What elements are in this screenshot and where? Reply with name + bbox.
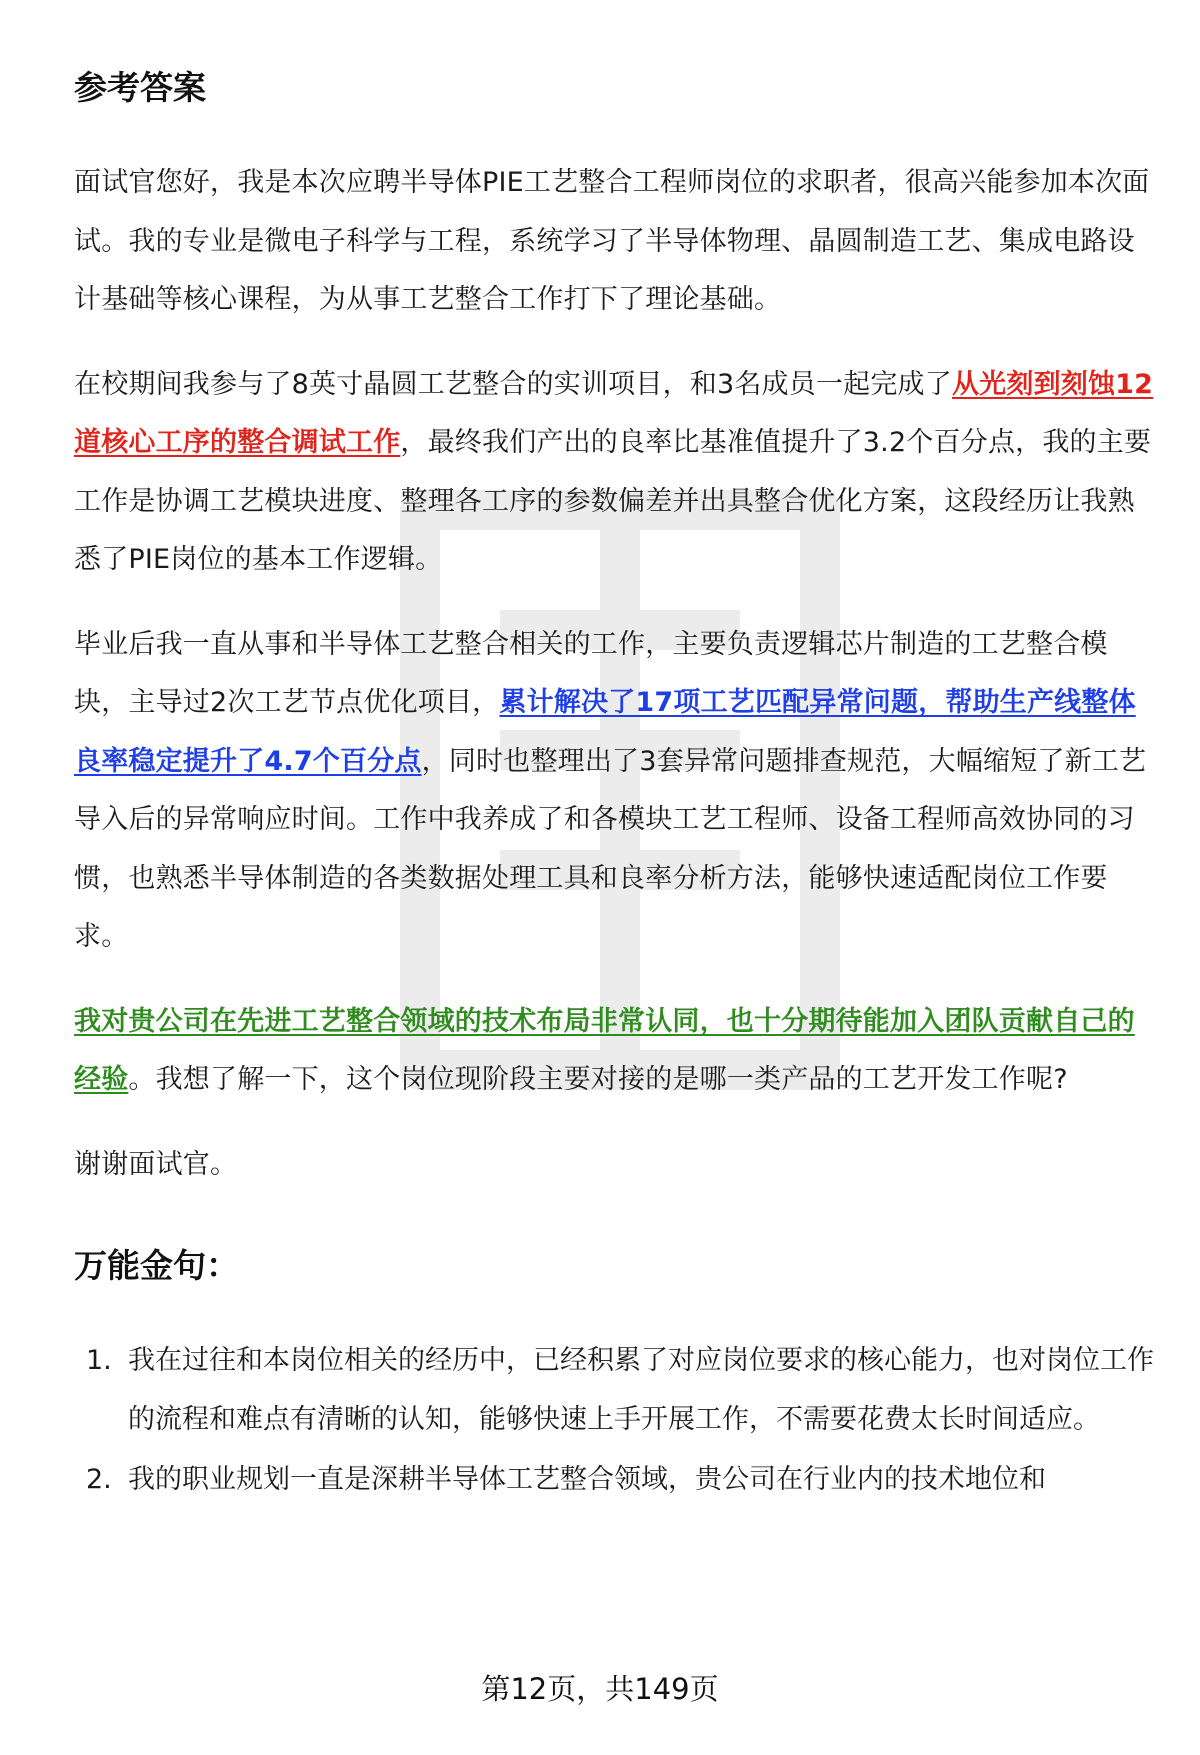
highlight-red-text: 从光刻到刻蚀12道核心工序的整合调试工作 (74, 368, 1154, 458)
golden-sentences-list (74, 1332, 1154, 1510)
paragraph-intro: 面试官您好，我是本次应聘半导体PIE工艺整合工程师岗位的求职者，很高兴能参加本次面试。我的专业是微电子科学与工程，系统学习了半导体物理、晶圆制造工艺、集成电路设计基础等核心课程，为从事工艺整合工作打下了理论基础。 (74, 167, 1150, 315)
list-item-number: 1. (86, 1345, 112, 1376)
page-number-footer: 第12页，共149页 (481, 1672, 719, 1706)
list-item-text: 我的职业规划一直是深耕半导体工艺整合领域，贵公司在行业内的技术地位和 (128, 1464, 1046, 1495)
highlight-blue-text: 累计解决了17项工艺匹配异常问题，帮助生产线整体良率稳定提升了4.7个百分点 (74, 687, 1136, 777)
paragraph-school-project (74, 356, 1154, 590)
list-item (74, 1451, 1154, 1510)
paragraph-work-experience (74, 616, 1154, 967)
paragraph-closing-question (74, 993, 1154, 1110)
paragraph-text: 。我想了解一下，这个岗位现阶段主要对接的是哪一类产品的工艺开发工作呢? (128, 1064, 1068, 1095)
paragraph-thanks: 谢谢面试官。 (74, 1148, 238, 1180)
list-item (74, 1332, 1154, 1449)
list-item-text: 我在过往和本岗位相关的经历中，已经积累了对应岗位要求的核心能力，也对岗位工作的流程和难点有清晰的认知，能够快速上手开展工作，不需要花费太长时间适应。 (128, 1345, 1154, 1435)
answer-heading: 参考答案 (74, 68, 206, 107)
paragraph-text: ，同时也整理出了3套异常问题排查规范，大幅缩短了新工艺导入后的异常响应时间。工作中我养成了和各模块工艺工程师、设备工程师高效协同的习惯，也熟悉半导体制造的各类数据处理工具和良率分析方法，能够快速适配岗位工作要求。 (74, 745, 1147, 952)
golden-sentences-heading: 万能金句： (74, 1246, 239, 1285)
main-content (74, 60, 1154, 1512)
highlight-green-text: 我对贵公司在先进工艺整合领域的技术布局非常认同，也十分期待能加入团队贡献自己的经验 (74, 1005, 1135, 1095)
paragraph-text: ，最终我们产出的良率比基准值提升了3.2个百分点，我的主要工作是协调工艺模块进度、整理各工序的参数偏差并出具整合优化方案，这段经历让我熟悉了PIE岗位的基本工作逻辑。 (74, 427, 1152, 575)
paragraph-text: 在校期间我参与了8英寸晶圆工艺整合的实训项目，和3名成员一起完成了 (74, 368, 952, 400)
paragraph-text: 毕业后我一直从事和半导体工艺整合相关的工作，主要负责逻辑芯片制造的工艺整合模块，主导过2次工艺节点优化项目， (74, 628, 1108, 718)
list-item-number: 2. (86, 1464, 112, 1495)
